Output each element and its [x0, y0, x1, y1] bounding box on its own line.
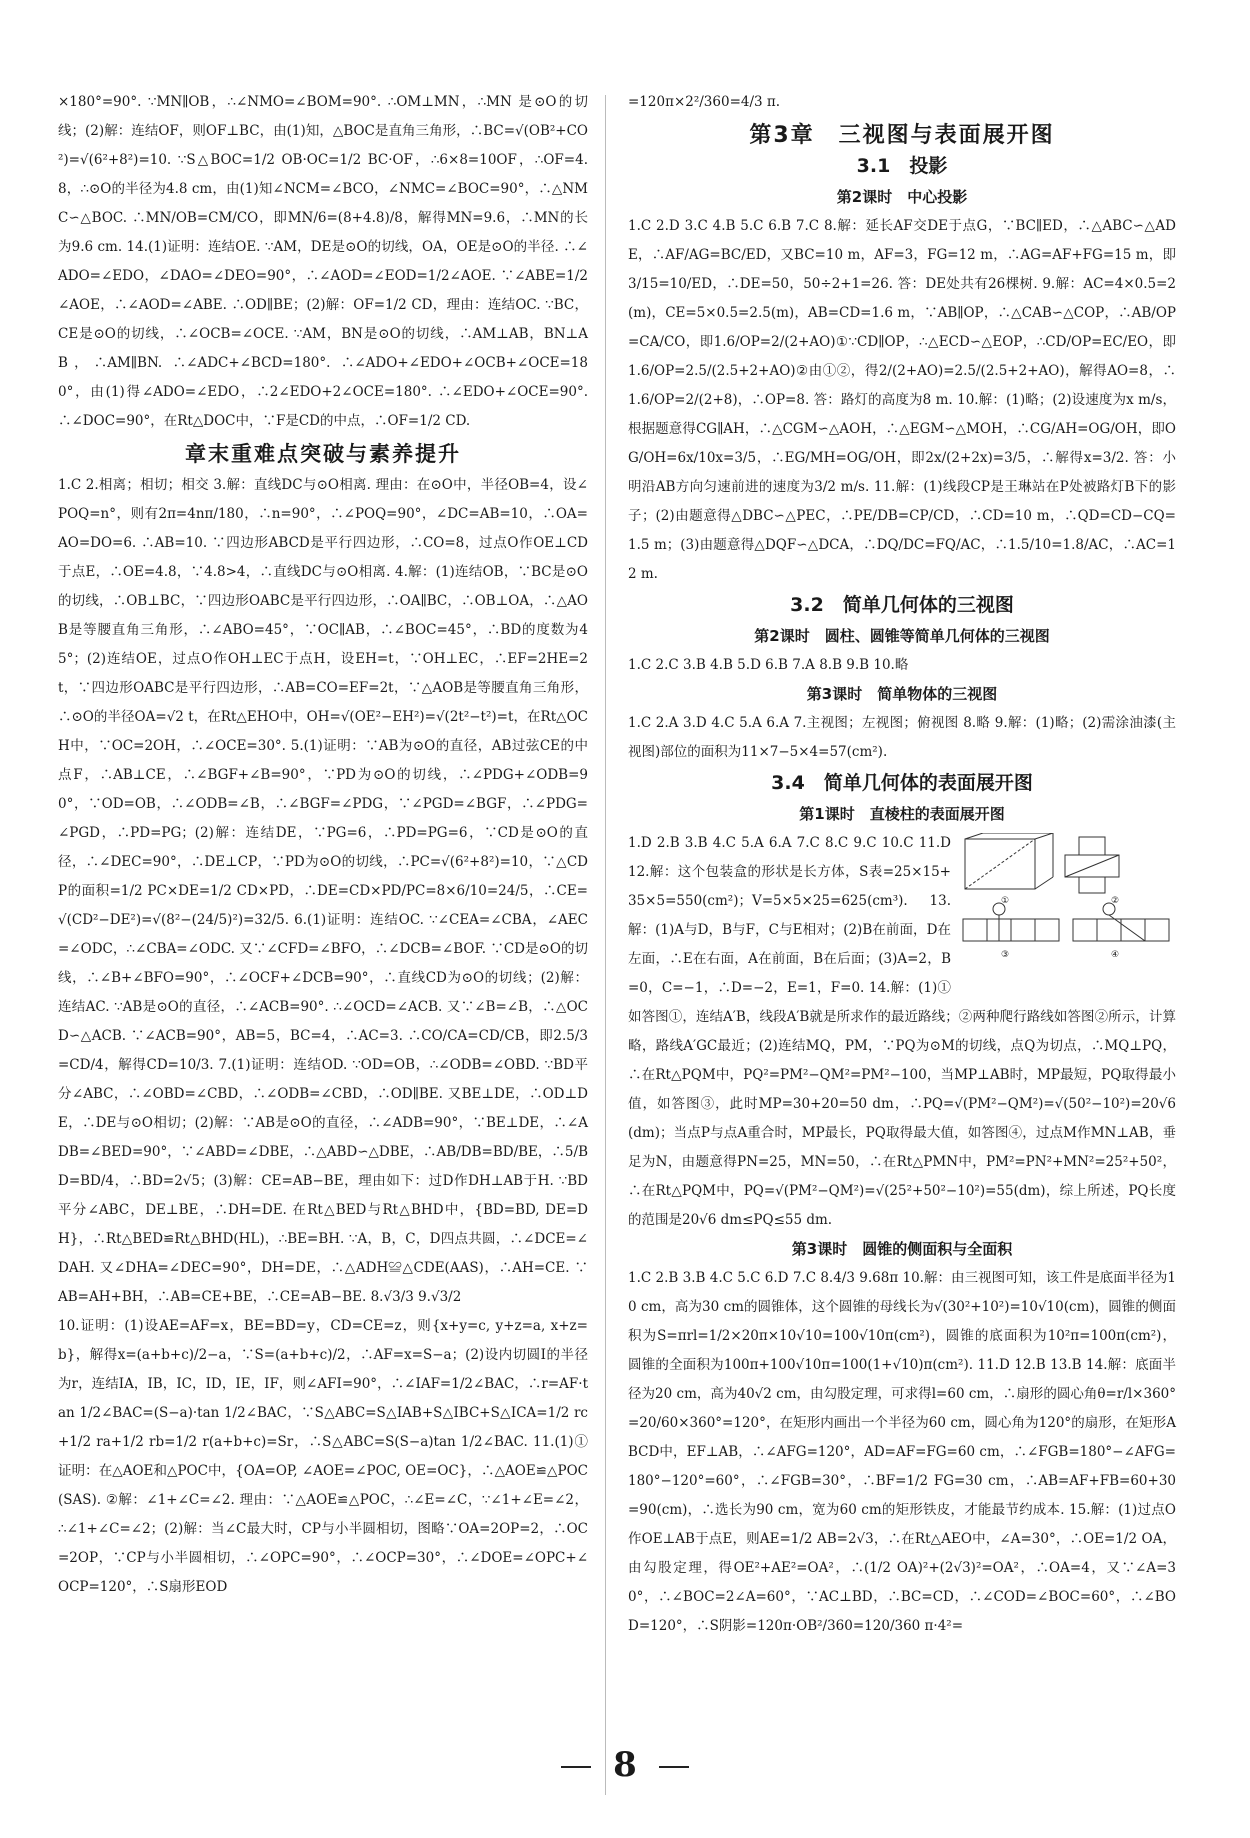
lesson-title-simple-object-views: 第3课时 简单物体的三视图	[806, 685, 998, 703]
right-top-text: =120π×2²/360=4/3 π.	[628, 94, 781, 110]
svg-text:②: ②	[1111, 896, 1120, 906]
left-intro-text: ×180°=90°. ∵MN∥OB，∴∠NMO=∠BOM=90°. ∴OM⊥MN，∴MN 是⊙O的切线；(2)解：连结OF，则OF⊥BC，由(1)知，△BOC是直角三角形，∴BC=√(OB²+CO²)=√(6²+8²)=10. ∵S△BOC=1/2 OB·OC=1/2 BC·OF，∴6×8=10OF，∴OF=4.8，∴⊙O的半径为4.8 cm，由(1)知∠NCM=∠BCO，∠NMC=∠BOC=90°，∴△NMC∽△BOC. ∴MN/OB=CM/CO，即MN/6=(8+4.8)/8，解得MN=9.6，∴MN的长为9.6 cm. 14.(1)证明：连结OE. ∵AM，DE是⊙O的切线，OA，OE是⊙O的半径. ∴∠ADO=∠EDO，∠DAO=∠DEO=90°，∴∠AOD=∠EOD=1/2∠AOE. ∵∠ABE=1/2∠AOE，∴∠AOD=∠ABE. ∴OD∥BE；(2)解：OF=1/2 CD，理由：连结OC. ∵BC，CE是⊙O的切线，∴∠OCB=∠OCE. ∵AM，BN是⊙O的切线，∴AM⊥AB，BN⊥AB，∴AM∥BN. ∴∠ADC+∠BCD=180°. ∴∠ADO+∠EDO+∠OCB+∠OCE=180°，由(1)得∠ADO=∠EDO，∴2∠EDO+2∠OCE=180°. ∴∠EDO+∠OCE=90°. ∴∠DOC=90°，在Rt△DOC中，∵F是CD的中点，∴OF=1/2 CD.	[58, 94, 588, 429]
left-body-text-2: 10.证明：(1)设AE=AF=x，BE=BD=y，CD=CE=z，则{x+y=c, y+z=a, x+z=b}，解得x=(a+b+c)/2−a，∵S=(a+b+c)/2，∴AF=x=S−a；(2)设内切圆I的半径为r，连结IA，IB，IC，ID，IE，IF，则∠AFI=90°，∴∠IAF=1/2∠BAC，∴r=AF·tan 1/2∠BAC=(S−a)·tan 1/2∠BAC，∵S△ABC=S△IAB+S△IBC+S△ICA=1/2 rc+1/2 ra+1/2 rb=1/2 r(a+b+c)=Sr，∴S△ABC=S(S−a)tan 1/2∠BAC. 11.(1)①证明：在△AOE和△POC中，{OA=OP, ∠AOE=∠POC, OE=OC}，∴△AOE≌△POC(SAS). ②解：∠1+∠C=∠2. 理由：∵△AOE≌△POC，∴∠E=∠C，∵∠1+∠E=∠2，∴∠1+∠C=∠2；(2)解：当∠C最大时，CP与小半圆相切，图略∵OA=2OP=2，∴OC=2OP，∵CP与小半圆相切，∴∠OPC=90°，∴∠OCP=30°，∴∠DOE=∠OPC+∠OCP=120°，∴S扇形EOD	[58, 1318, 588, 1595]
page-number-value: 8	[613, 1745, 637, 1785]
lesson-title-central-projection: 第2课时 中心投影	[836, 188, 968, 206]
page-number-right-dash	[659, 1766, 689, 1768]
lesson-title-cone-area: 第3课时 圆锥的侧面积与全面积	[791, 1240, 1013, 1258]
lesson-title-cylinder-cone-views: 第2课时 圆柱、圆锥等简单几何体的三视图	[754, 627, 1050, 645]
page-number	[0, 1745, 1250, 1785]
answer-figures-diagram	[961, 833, 1176, 983]
chapter-title: 第3章 三视图与表面展开图	[749, 123, 1055, 148]
section-title-3-4: 3.4 简单几何体的表面展开图	[771, 772, 1033, 794]
lesson-title-prism-nets: 第1课时 直棱柱的表面展开图	[799, 805, 1005, 823]
lesson-body-prism-nets: 1.D 2.B 3.B 4.C 5.A 6.A 7.C 8.C 9.C 10.C 11.D 12.解：这个包装盒的形状是长方体，S表=25×15+35×5=550(cm²)；V=5×5×25=625(cm³). 13.解：(1)A与D，B与F，C与E相对；(2)B在前面，D在左面，∴E在右面，A在前面，B在后面；(3)A=2，B=0，C=−1，∴D=−2，E=1，F=0. 14.解：(1)①如答图①，连结A′B，线段A′B就是所求作的最近路线；②两种爬行路线如答图②所示，计算略，路线A′GC最近；(2)连结MQ，PM，∵PQ为⊙M的切线，点Q为切点，∴MQ⊥PQ，∴在Rt△PQM中，PQ²=PM²−QM²=PM²−100，当MP⊥AB时，MP最短，PQ取得最小值，如答图③，此时MP=30+20=50 dm，∴PQ=√(PM²−QM²)=√(50²−10²)=20√6(dm)；当点P与点A重合时，MP最长，PQ取得最大值，如答图④，过点M作MN⊥AB，垂足为N，由题意得PN=25，MN=50，∴在Rt△PMN中，PM²=PN²+MN²=25²+50²，∴在Rt△PQM中，PQ=√(PM²−QM²)=√(25²+50²−10²)=55(dm)，综上所述，PQ长度的范围是20√6 dm≤PQ≤55 dm.	[628, 835, 1176, 1228]
left-body-text-1: 1.C 2.相离；相切；相交 3.解：直线DC与⊙O相离. 理由：在⊙O中，半径OB=4，设∠POQ=n°，则有2π=4nπ/180，∴n=90°，∴∠POQ=90°，∠DC=AB=10，∴OA=AO=DO=6. ∴AB=10. ∵四边形ABCD是平行四边形，∴CO=8，过点O作OE⊥CD于点E，∴OE=4.8，∵4.8>4，∴直线DC与⊙O相离. 4.解：(1)连结OB，∵BC是⊙O的切线，∴OB⊥BC，∵四边形OABC是平行四边形，∴OA∥BC，∴OB⊥OA，∴△AOB是等腰直角三角形，∴∠ABO=45°，∵OC∥AB，∴∠BOC=45°，∴BD的度数为45°；(2)连结OE，过点O作OH⊥EC于点H，设EH=t，∵OH⊥EC，∴EF=2HE=2t，∵四边形OABC是平行四边形，∴AB=CO=EF=2t，∵△AOB是等腰直角三角形，∴⊙O的半径OA=√2 t，在Rt△EHO中，OH=√(OE²−EH²)=√(2t²−t²)=t，在Rt△OCH中，∵OC=2OH，∴∠OCE=30°. 5.(1)证明：∵AB为⊙O的直径，AB过弦CE的中点F，∴AB⊥CE，∴∠BGF+∠B=90°，∵PD为⊙O的切线，∴∠PDG+∠ODB=90°，∵OD=OB，∴∠ODB=∠B，∴∠BGF=∠PDG，∵∠PGD=∠BGF，∴∠PDG=∠PGD，∴PD=PG；(2)解：连结DE，∵PG=6，∴PD=PG=6，∵CD是⊙O的直径，∴∠DEC=90°，∴DE⊥CP，∵PD为⊙O的切线，∴PC=√(6²+8²)=10，∵△CDP的面积=1/2 PC×DE=1/2 CD×PD，∴DE=CD×PD/PC=8×6/10=24/5，∴CE=√(CD²−DE²)=√(8²−(24/5)²)=32/5. 6.(1)证明：连结OC. ∵∠CEA=∠CBA，∠AEC=∠ODC，∴∠CBA=∠ODC. 又∵∠CFD=∠BFO，∴∠DCB=∠BOF. ∵CD是⊙O的切线，∴∠B+∠BFO=90°，∴∠OCF+∠DCB=90°，∴直线CD为⊙O的切线；(2)解：连结AC. ∵AB是⊙O的直径，∴∠ACB=90°. ∴∠OCD=∠ACB. 又∵∠B=∠B，∴△OCD∽△ACB. ∵∠ACB=90°，AB=5，BC=4，∴AC=3. ∴CO/CA=CD/CB，即2.5/3=CD/4，解得CD=10/3. 7.(1)证明：连结OD. ∵OD=OB，∴∠ODB=∠OBD. ∵BD平分∠ABC，∴∠OBD=∠CBD，∴∠ODB=∠CBD，∴OD∥BE. 又BE⊥DE，∴OD⊥DE，∴DE与⊙O相切；(2)解：∵AB是⊙O的直径，∴∠ADB=90°，∵BE⊥DE，∴∠ADB=∠BED=90°，∵∠ABD=∠DBE，∴△ABD∽△DBE，∴AB/DB=BD/BE，∴5/BD=BD/4，∴BD=2√5；(3)解：CE=AB−BE，理由如下：过D作DH⊥AB于H. ∵BD平分∠ABC，DE⊥BE，∴DH=DE. 在Rt△BED与Rt△BHD中，{BD=BD, DE=DH}，∴Rt△BED≌Rt△BHD(HL)，∴BE=BH. ∵A，B，C，D四点共圆，∴∠DCE=∠DAH. 又∠DHA=∠DEC=90°，DH=DE，∴△ADH≌△CDE(AAS)，∴AH=CE. ∵AB=AH+BH，∴AB=CE+BE，∴CE=AB−BE. 8.√3/3 9.√3/2	[58, 477, 588, 1305]
lesson-body-central-projection: 1.C 2.D 3.C 4.B 5.C 6.B 7.C 8.解：延长AF交DE于点G，∵BC∥ED，∴△ABC∽△ADE，∴AF/AG=BC/ED，又BC=10 m，AF=3，FG=12 m，∴AG=AF+FG=15 m，即3/15=10/ED，∴DE=50，50÷2+1=26. 答：DE处共有26棵树. 9.解：AC=4×0.5=2(m)，CE=5×0.5=2.5(m)，AB=CD=1.6 m，∵AB∥OP，∴△CAB∽△COP，∴AB/OP=CA/CO，即1.6/OP=2/(2+AO)①∵CD∥OP，∴△ECD∽△EOP，∴CD/OP=EC/EO，即1.6/OP=2.5/(2.5+2+AO)②由①②，得2/(2+AO)=2.5/(2.5+2+AO)，解得AO=8，∴1.6/OP=2/(2+8)，∴OP=8. 答：路灯的高度为8 m. 10.解：(1)略；(2)设速度为x m/s，根据题意得CG∥AH，∴△CGM∽△AOH，∴△EGM∽△MOH，∴CG/AH=OG/OH，即OG/OH=6x/10x=3/5，∴EG/MH=OG/OH，即2x/(2+2x)=3/5，∴解得x=3/2. 答：小明沿AB方向匀速前进的速度为3/2 m/s. 11.解：(1)线段CP是王琳站在P处被路灯B下的影子；(2)由题意得△DBC∽△PEC，∴PE/DB=CP/CD，∴CD=10 m，∴QD=CD−CQ=1.5 m；(3)由题意得△DQF∽△DCA，∴DQ/DC=FQ/AC，∴1.5/10=1.8/AC，∴AC=12 m.	[628, 218, 1176, 582]
section-title-3-1: 3.1 投影	[856, 155, 948, 177]
lesson-body-simple-object-views: 1.C 2.A 3.D 4.C 5.A 6.A 7.主视图；左视图；俯视图 8.略 9.解：(1)略；(2)需涂油漆(主视图)部位的面积为11×7−5×4=57(cm²).	[628, 715, 1176, 760]
svg-text:③: ③	[1001, 950, 1010, 960]
lesson-body-cone-area: 1.C 2.B 3.B 4.C 5.C 6.D 7.C 8.4/3 9.68π 10.解：由三视图可知，该工件是底面半径为10 cm，高为30 cm的圆锥体，这个圆锥的母线长为√(30²+10²)=10√10(cm)，圆锥的侧面积为S=πrl=1/2×20π×10√10=100√10π(cm²)，圆锥的底面积为10²π=100π(cm²)，圆锥的全面积为100π+100√10π=100(1+√10)π(cm²). 11.D 12.B 13.B 14.解：底面半径为20 cm，高为40√2 cm，由勾股定理，可求得l=60 cm，∴扇形的圆心角θ=r/l×360°=20/60×360°=120°，在矩形内画出一个半径为60 cm，圆心角为120°的扇形，在矩形ABCD中，EF⊥AB，∴∠AFG=120°，AD=AF=FG=60 cm，∴∠FGB=180°−∠AFG=180°−120°=60°，∴∠FGB=30°，∴BF=1/2 FG=30 cm，∴AB=AF+FB=60+30=90(cm)，∴选长为90 cm，宽为60 cm的矩形铁皮，才能最节约成本. 15.解：(1)过点O作OE⊥AB于点E，则AE=1/2 AB=2√3，∴在Rt△AEO中，∠A=30°，∴OE=1/2 OA，由勾股定理，得OE²+AE²=OA²，∴(1/2 OA)²+(2√3)²=OA²，∴OA=4，又∵∠A=30°，∴∠BOC=2∠A=60°，∵AC⊥BD，∴BC=CD，∴∠COD=∠BOC=60°，∴∠BOD=120°，∴S阴影=120π·OB²/360=120/360 π·4²=	[628, 1270, 1176, 1634]
right-column	[628, 88, 1176, 1641]
left-column	[58, 88, 588, 1602]
section-title-chapter-review: 章末重难点突破与素养提升	[185, 442, 461, 466]
column-divider	[605, 95, 606, 1795]
lesson-body-cylinder-cone-views: 1.C 2.C 3.B 4.B 5.D 6.B 7.A 8.B 9.B 10.略	[628, 657, 909, 673]
section-title-3-2: 3.2 简单几何体的三视图	[790, 594, 1014, 616]
answer-figures	[961, 833, 1176, 983]
page-number-left-dash	[561, 1766, 591, 1768]
svg-text:④: ④	[1111, 950, 1120, 960]
svg-text:①: ①	[1001, 896, 1010, 906]
